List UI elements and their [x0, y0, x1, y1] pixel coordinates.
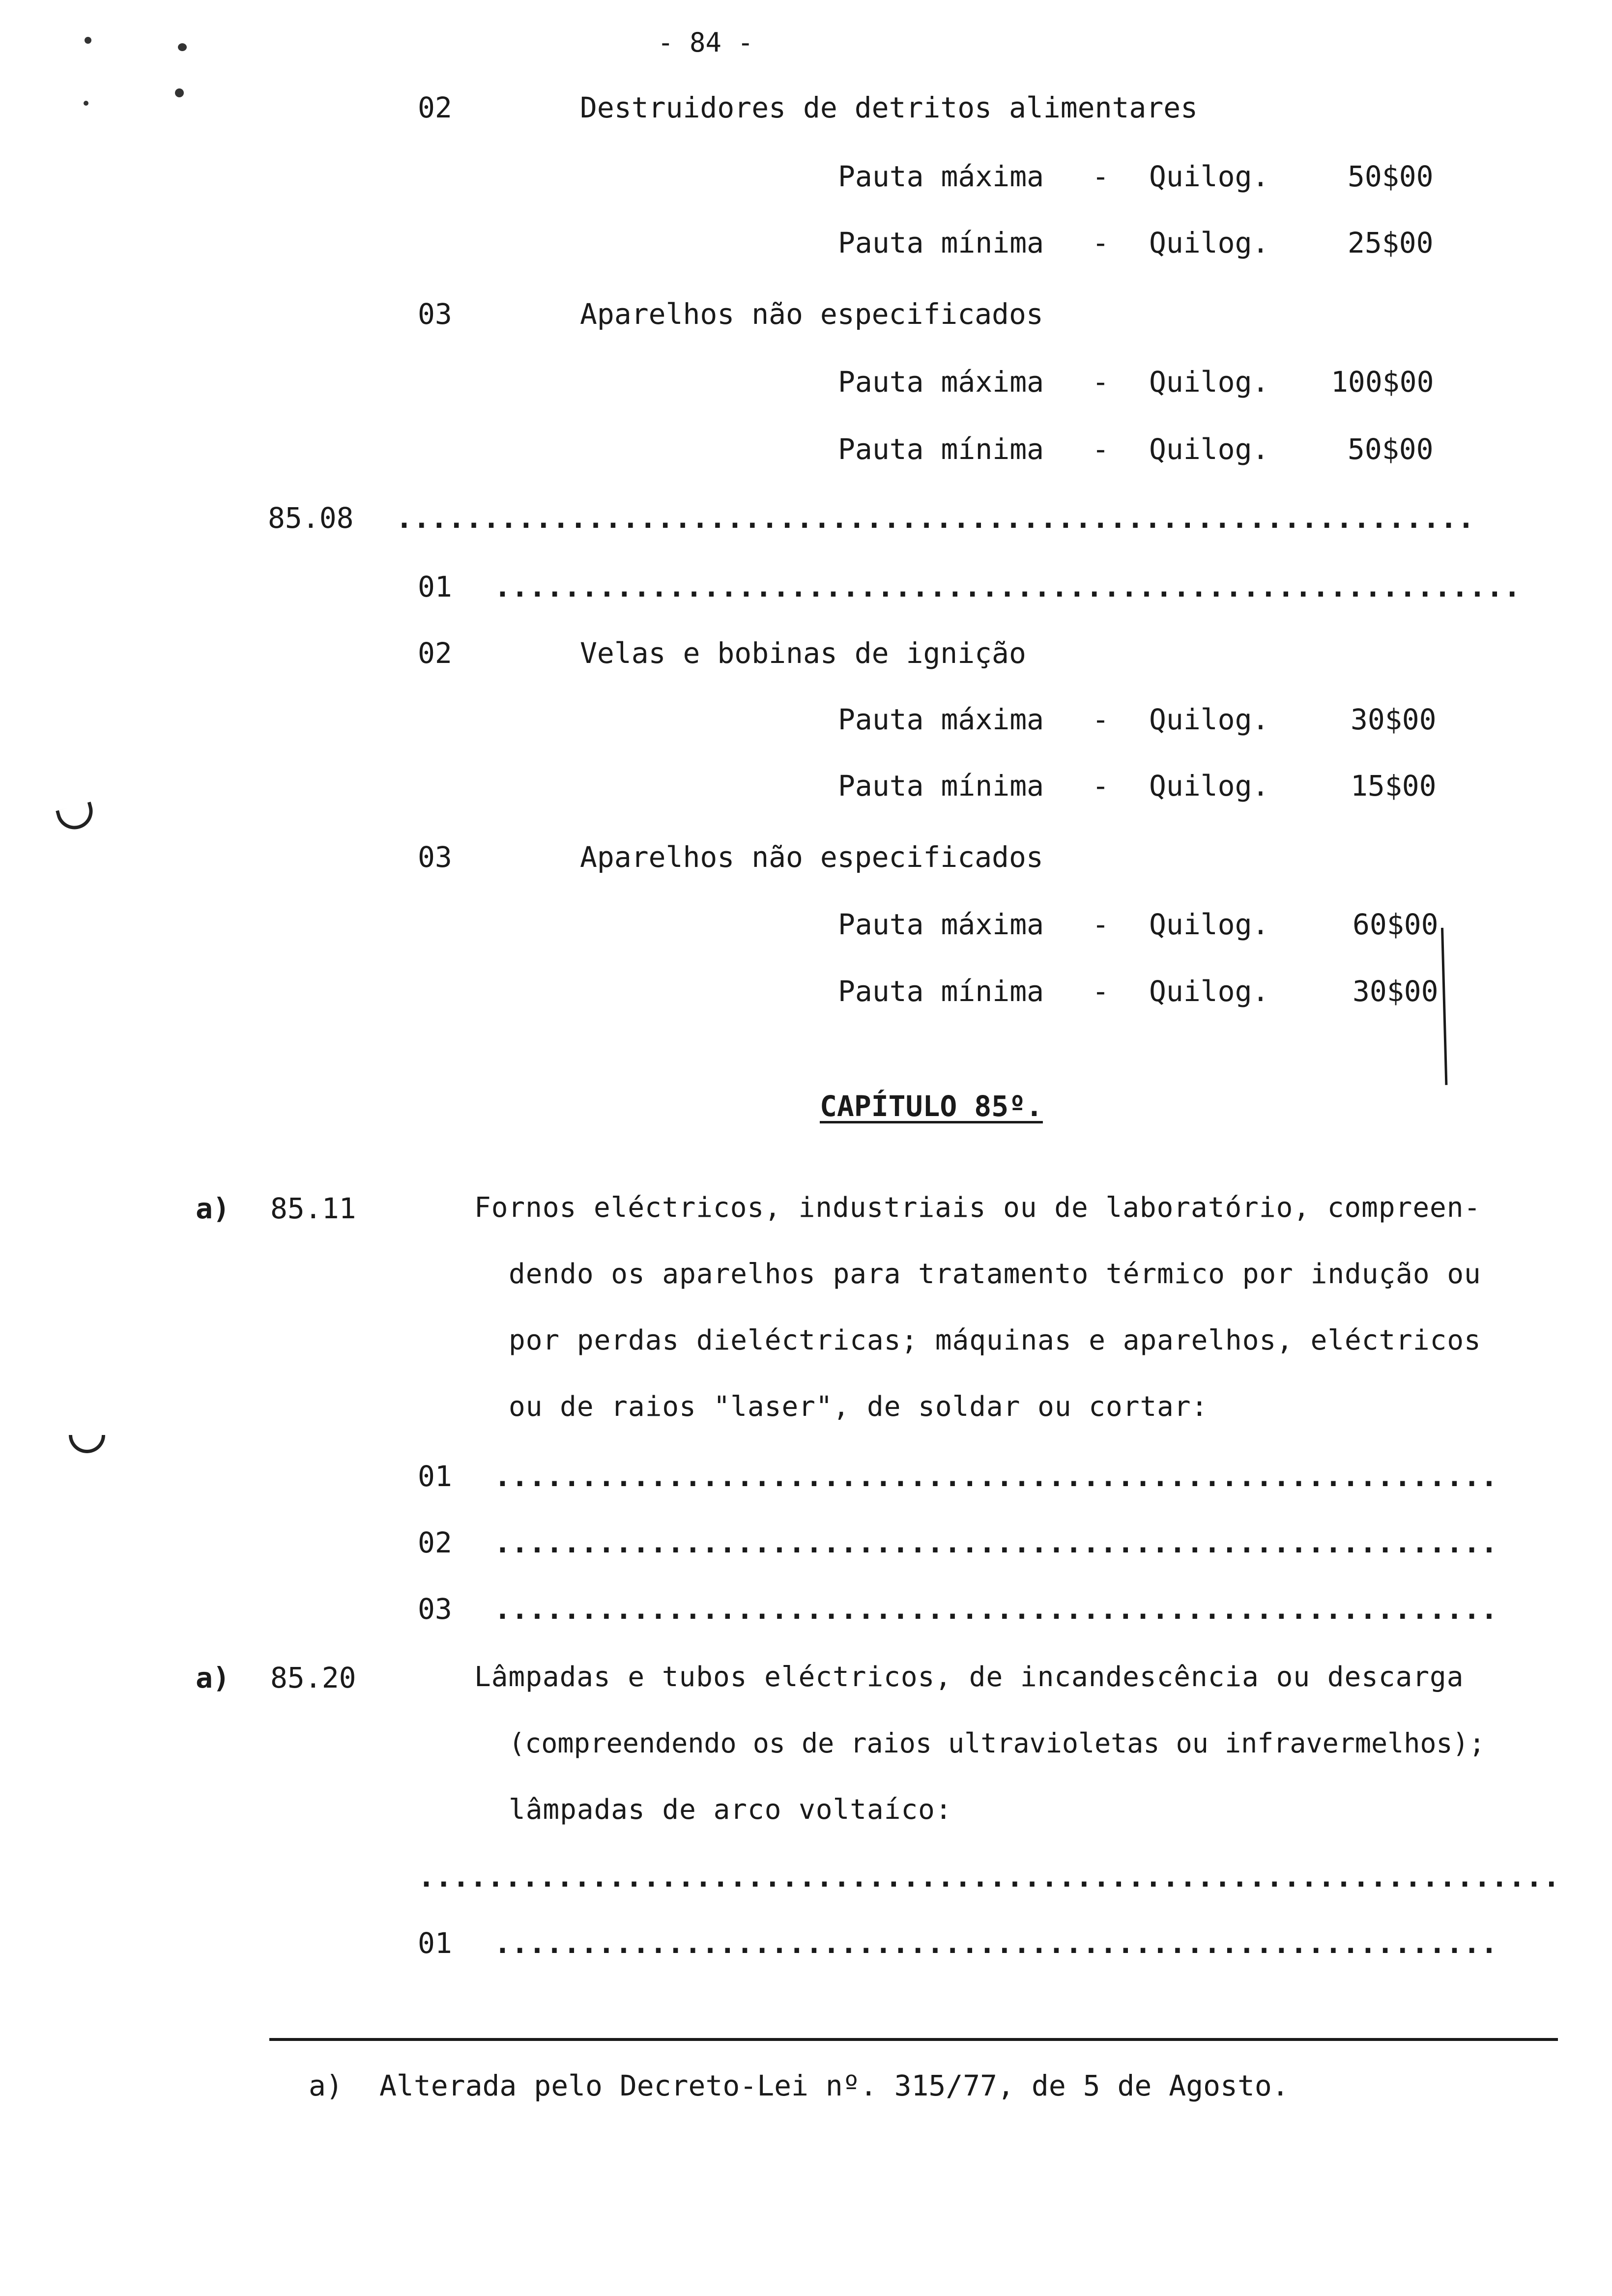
item-description: Velas e bobinas de ignição: [580, 636, 1026, 670]
tariff-min-label: Pauta mínima: [838, 975, 1044, 1008]
item-code: 03: [418, 840, 452, 874]
heading-text-line: por perdas dieléctricas; máquinas e aparelhos, eléctricos: [509, 1324, 1481, 1356]
item-code: 01: [418, 570, 452, 603]
footnote-mark: a): [309, 2069, 343, 2102]
tariff-min-label: Pauta mínima: [838, 226, 1044, 259]
heading-code: 85.11: [270, 1192, 356, 1225]
heading-text-line: (compreendendo os de raios ultravioletas ou infravermelhos);: [509, 1727, 1485, 1759]
dot-leader: ..............................................................: [396, 501, 1475, 535]
item-code: 02: [418, 1526, 452, 1559]
tariff-dash: -: [1092, 769, 1109, 803]
tariff-unit: Quilog.: [1149, 226, 1269, 259]
tariff-max-label: Pauta máxima: [838, 160, 1044, 193]
tariff-value: 25$00: [1348, 226, 1434, 259]
tariff-max-label: Pauta máxima: [838, 703, 1044, 736]
tariff-dash: -: [1092, 160, 1109, 193]
item-description: Aparelhos não especificados: [580, 297, 1043, 331]
item-code: 01: [418, 1460, 452, 1493]
scan-mark: [69, 1435, 105, 1453]
tariff-min-label: Pauta mínima: [838, 432, 1044, 466]
item-code: 03: [418, 1592, 452, 1626]
scan-mark: [56, 802, 97, 833]
tariff-dash: -: [1092, 432, 1109, 466]
tariff-unit: Quilog.: [1149, 769, 1269, 803]
tariff-dash: -: [1092, 703, 1109, 736]
tariff-dash: -: [1092, 975, 1109, 1008]
scan-speck: [175, 88, 184, 97]
tariff-value: 50$00: [1348, 432, 1434, 466]
heading-text-line: Lâmpadas e tubos eléctricos, de incandescência ou descarga: [474, 1661, 1464, 1693]
scan-speck: [178, 43, 187, 51]
tariff-max-label: Pauta máxima: [838, 365, 1044, 399]
tariff-value: 30$00: [1351, 703, 1437, 736]
heading-text-line: dendo os aparelhos para tratamento térmico por indução ou: [509, 1258, 1481, 1290]
tariff-unit: Quilog.: [1149, 365, 1269, 399]
heading-text-line: Fornos eléctricos, industriais ou de laboratório, compreen-: [474, 1192, 1481, 1224]
amendment-mark: a): [196, 1661, 230, 1694]
tariff-dash: -: [1092, 226, 1109, 259]
heading-code: 85.08: [268, 501, 354, 535]
tariff-unit: Quilog.: [1149, 432, 1269, 466]
dot-leader: ..........................................................: [494, 1592, 1498, 1626]
margin-pen-line: [1441, 928, 1447, 1085]
tariff-min-label: Pauta mínima: [838, 769, 1044, 803]
heading-text-line: lâmpadas de arco voltaíco:: [509, 1794, 952, 1826]
heading-text-line: ou de raios "laser", de soldar ou cortar:: [509, 1391, 1209, 1423]
tariff-value: 50$00: [1348, 160, 1434, 193]
dot-leader: ..........................................................: [494, 1526, 1498, 1559]
tariff-dash: -: [1092, 908, 1109, 941]
item-code: 02: [418, 636, 452, 670]
amendment-mark: a): [196, 1192, 230, 1225]
item-code: 02: [418, 91, 452, 124]
tariff-value: 30$00: [1353, 975, 1439, 1008]
dot-leader: ...........................................................: [494, 570, 1521, 603]
tariff-max-label: Pauta máxima: [838, 908, 1044, 941]
item-code: 03: [418, 297, 452, 331]
dot-leader: ..................................................................: [418, 1860, 1560, 1894]
dot-leader: ..........................................................: [494, 1460, 1498, 1493]
page-number: - 84 -: [658, 27, 754, 58]
tariff-value: 15$00: [1351, 769, 1437, 803]
tariff-unit: Quilog.: [1149, 160, 1269, 193]
chapter-title: CAPÍTULO 85º.: [820, 1090, 1043, 1123]
tariff-dash: -: [1092, 365, 1109, 399]
item-description: Aparelhos não especificados: [580, 840, 1043, 874]
tariff-unit: Quilog.: [1149, 703, 1269, 736]
tariff-unit: Quilog.: [1149, 908, 1269, 941]
heading-code: 85.20: [270, 1661, 356, 1694]
footnote-text: Alterada pelo Decreto-Lei nº. 315/77, de 5 de Agosto.: [379, 2069, 1289, 2102]
tariff-unit: Quilog.: [1149, 975, 1269, 1008]
dot-leader: ..........................................................: [494, 1926, 1498, 1960]
scan-speck: [84, 101, 88, 106]
item-description: Destruidores de detritos alimentares: [580, 91, 1198, 124]
footnote-rule: [269, 2038, 1558, 2041]
item-code: 01: [418, 1926, 452, 1960]
tariff-value: 100$00: [1331, 365, 1434, 399]
tariff-value: 60$00: [1353, 908, 1439, 941]
scan-speck: [85, 37, 91, 44]
